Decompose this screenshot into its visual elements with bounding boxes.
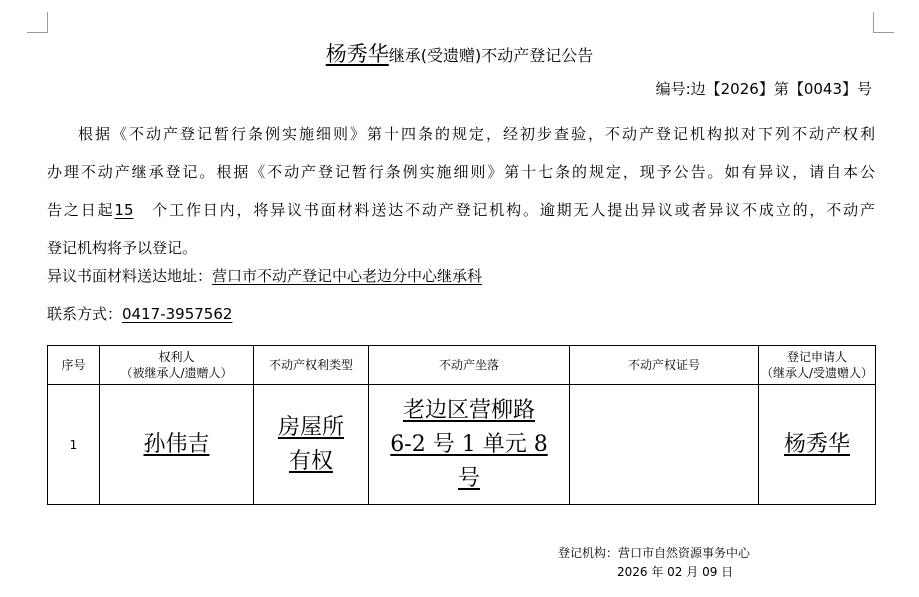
contact-label: 联系方式： [47, 305, 123, 323]
cell-index: 1 [48, 385, 100, 505]
registration-table [47, 345, 876, 505]
footer-agency: 登记机构：营口市自然资源事务中心 [558, 546, 751, 560]
address-label: 异议书面材料送达地址： [47, 267, 213, 285]
cell-right-holder [100, 385, 254, 505]
notice-title [0, 38, 919, 68]
notice-number-value: 边【2026】第【0043】号 [690, 80, 872, 98]
header-right-type: 不动产权利类型 [254, 346, 369, 385]
right-type-line-2: 有权 [288, 448, 333, 474]
cell-right-type [254, 385, 369, 505]
body-line-2: 办理不动产继承登记。根据《不动产登记暂行条例实施细则》第十七条的规定，现予公告。如有异议，请自本公 [47, 163, 875, 181]
table-row [48, 385, 876, 505]
header-applicant [759, 346, 876, 385]
notice-number-label: 编号: [655, 80, 691, 98]
notice-body [47, 115, 875, 267]
crop-mark-top-right [873, 12, 894, 33]
body-line-3 [47, 191, 875, 229]
body-line-1: 根据《不动产登记暂行条例实施细则》第十四条的规定，经初步查验，不动产登记机构拟对下列不动产权利 [78, 125, 875, 143]
body-line-3-post: 个工作日内，将异议书面材料送达不动产登记机构。逾期无人提出异议或者异议不成立的，不动产 [150, 201, 875, 219]
header-right-holder-sub: （被继承人/遗赠人） [120, 366, 233, 380]
objection-days: 15 [114, 201, 134, 219]
right-holder-name: 孙伟吉 [143, 431, 210, 457]
header-applicant-sub: （继承人/受遗赠人） [760, 366, 874, 380]
cell-location [369, 385, 570, 505]
header-right-holder-label: 权利人 [158, 350, 195, 364]
location-line-1: 老边区营柳路 [402, 397, 535, 423]
notice-number [656, 78, 872, 99]
title-applicant-name: 杨秀华 [325, 42, 389, 66]
applicant-name: 杨秀华 [783, 431, 850, 457]
table-header-row [48, 346, 876, 385]
header-right-holder [100, 346, 254, 385]
title-text: 继承(受遗赠)不动产登记公告 [388, 46, 594, 65]
contact-line [47, 303, 232, 324]
contact-value: 0417-3957562 [122, 305, 233, 323]
cell-certificate [570, 385, 759, 505]
body-line-4: 登记机构将予以登记。 [47, 239, 198, 257]
header-applicant-label: 登记申请人 [786, 350, 847, 364]
address-line [47, 265, 482, 286]
location-line-2: 6-2 号 1 单元 8 [390, 431, 548, 457]
header-index: 序号 [48, 346, 100, 385]
address-value: 营口市不动产登记中心老边分中心继承科 [212, 267, 483, 285]
footer-date: 2026 年 02 月 09 日 [617, 565, 734, 579]
header-location: 不动产坐落 [369, 346, 570, 385]
header-certificate: 不动产权证号 [570, 346, 759, 385]
body-line-3-pre: 告之日起 [47, 201, 115, 219]
right-type-line-1: 房屋所 [277, 414, 344, 440]
crop-mark-top-left [27, 12, 48, 33]
location-line-3: 号 [457, 465, 480, 491]
cell-applicant [759, 385, 876, 505]
